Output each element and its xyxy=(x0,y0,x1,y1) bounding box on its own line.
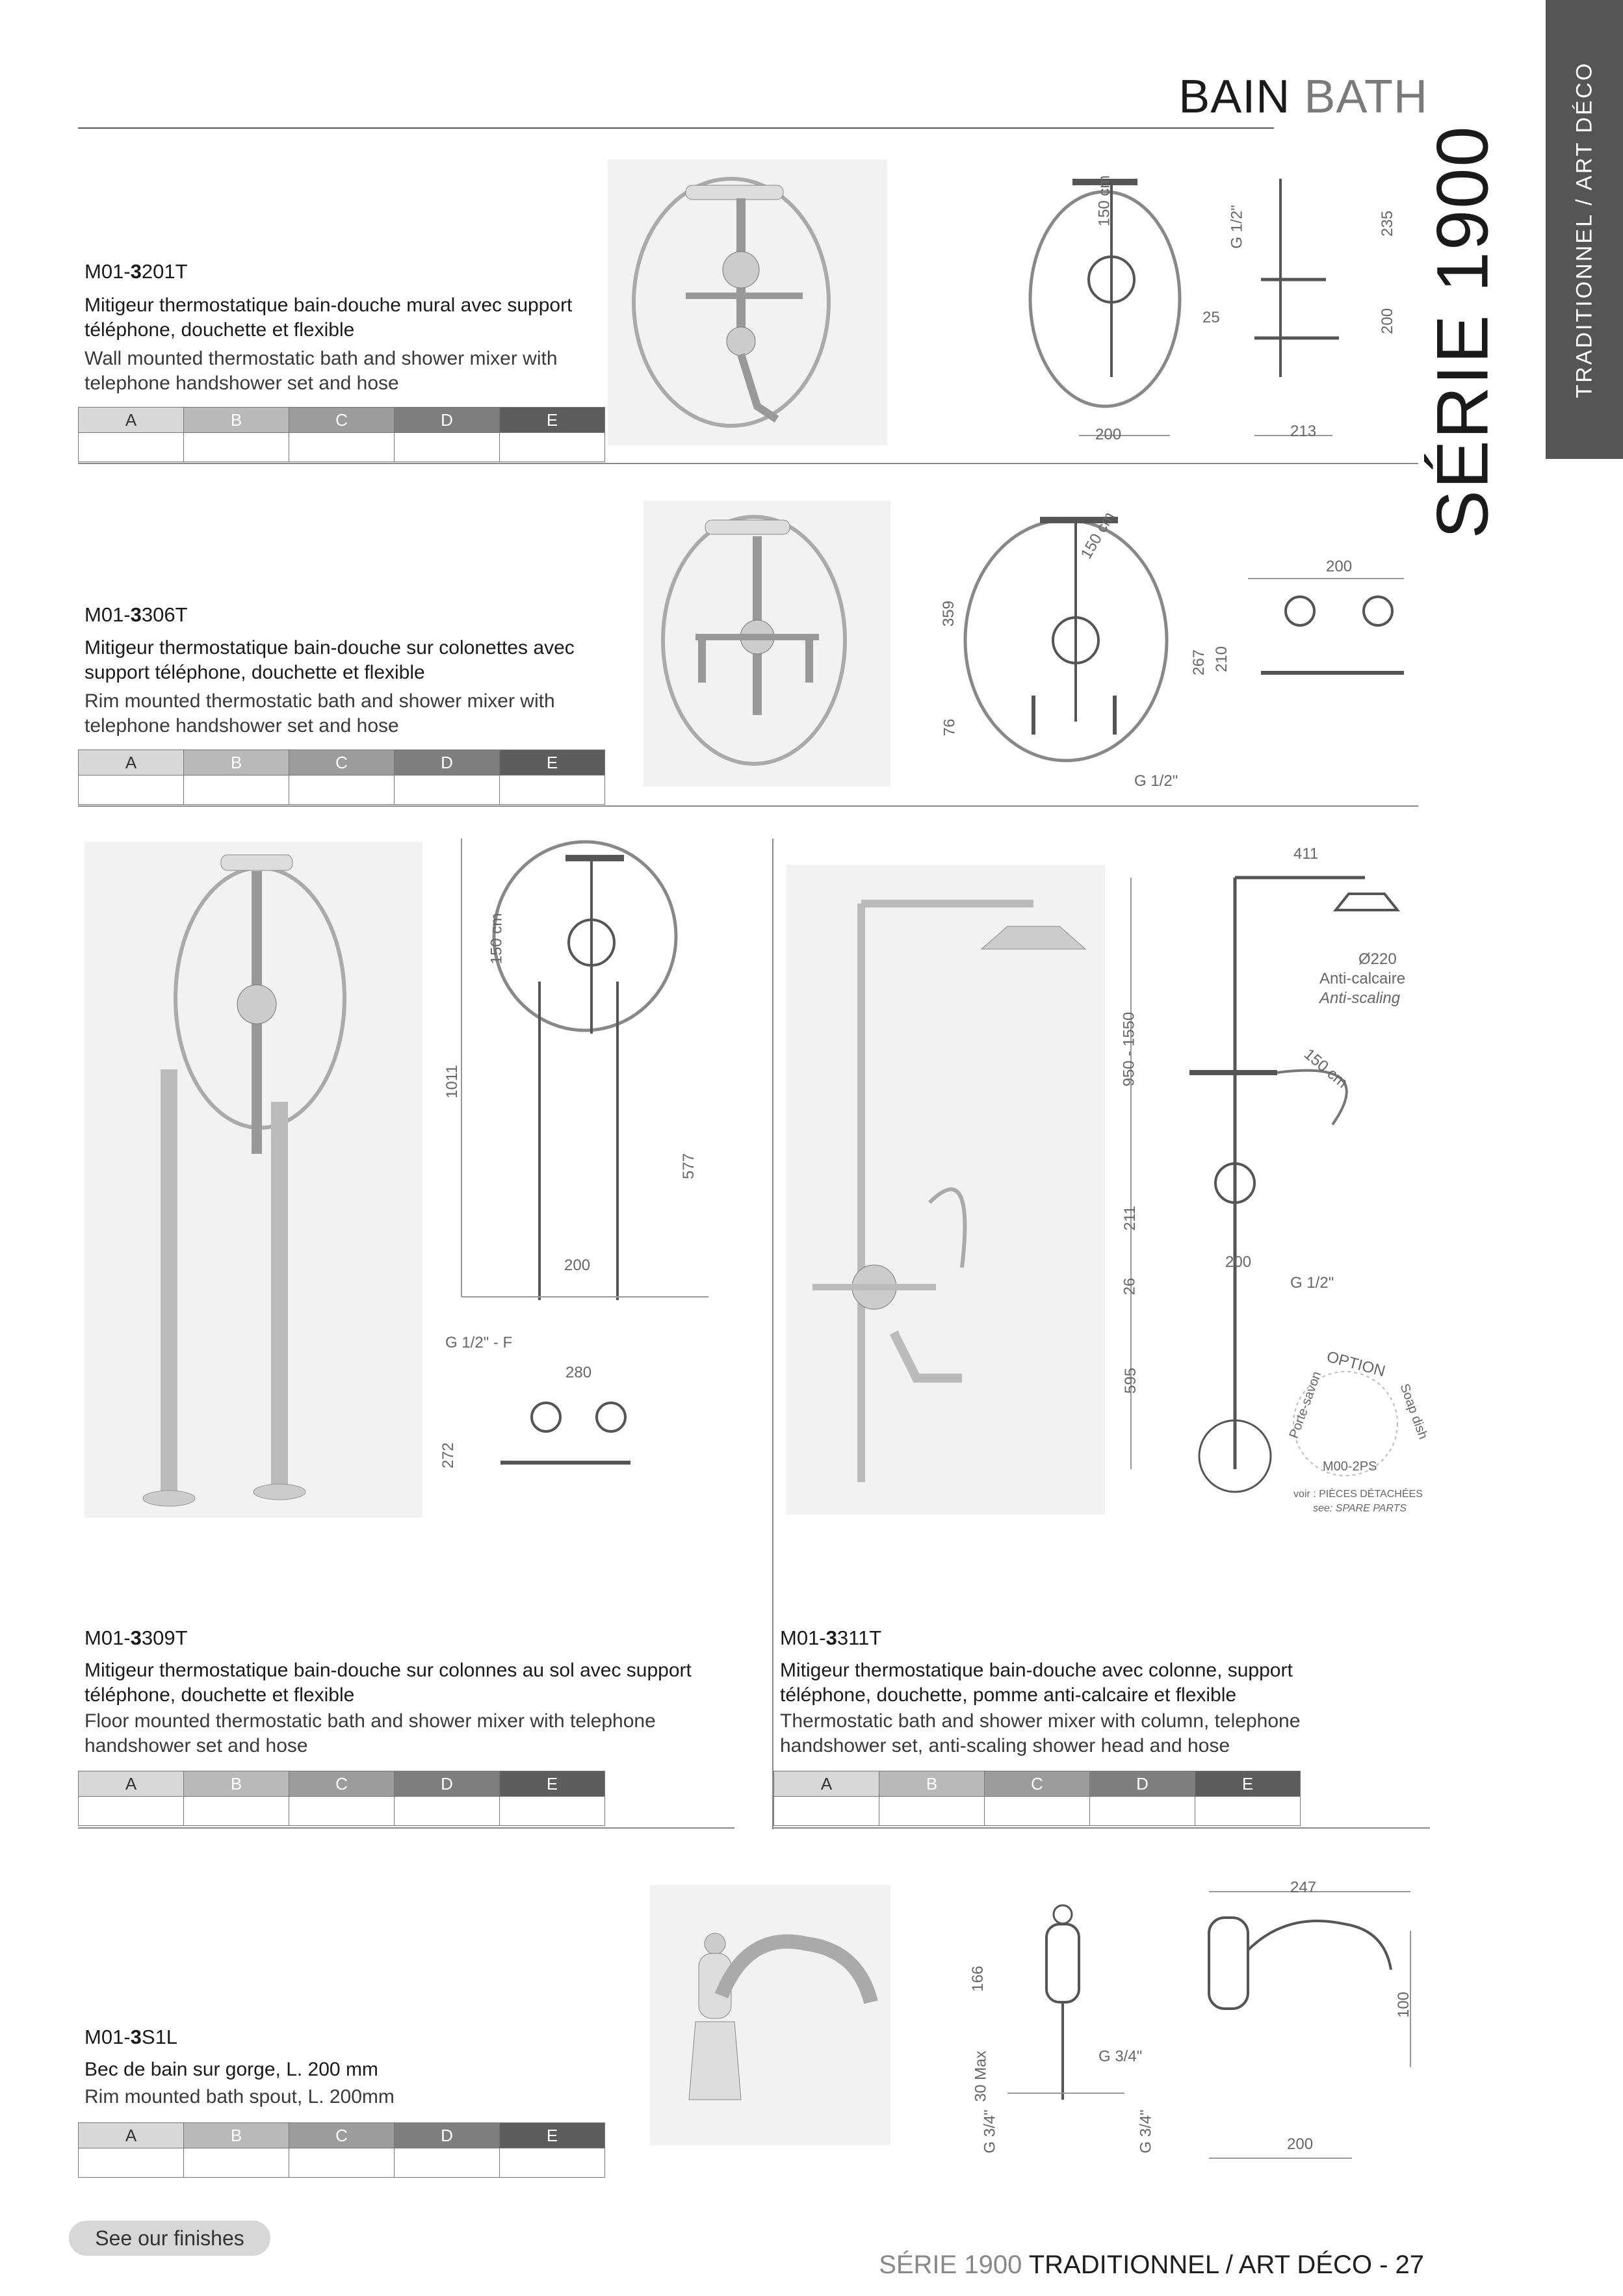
technical-drawing xyxy=(1105,845,1443,1521)
serie-vertical-wrap xyxy=(1397,124,1527,539)
dimension-label: 235 xyxy=(1379,210,1397,237)
finish-cell: A xyxy=(774,1771,879,1797)
dimension-label: 1011 xyxy=(443,1065,461,1099)
product-desc-en: Rim mounted thermostatic bath and shower mixer with telephone handshower set and hose xyxy=(84,690,555,737)
finish-table xyxy=(78,750,605,805)
product-desc-fr: Mitigeur thermostatique bain-douche avec colonne, support téléphone, douchette, pomme anti-calcaire et flexible xyxy=(780,1660,1293,1706)
dimension-label: 200 xyxy=(564,1257,591,1274)
dimension-label: 213 xyxy=(1290,423,1317,440)
product-desc-en: Rim mounted bath spout, L. 200mm xyxy=(84,2086,395,2107)
section-divider xyxy=(78,805,1418,807)
see-finishes-button[interactable]: See our finishes xyxy=(69,2221,270,2256)
option-ref: M00-2PS xyxy=(1323,1459,1377,1474)
finish-cell: A xyxy=(79,408,184,433)
product-photo xyxy=(650,1885,890,2145)
dimension-label: 150 cm xyxy=(487,913,506,965)
page-footer xyxy=(879,2250,1424,2280)
product-desc-fr: Mitigeur thermostatique bain-douche sur colonettes avec support téléphone, douchette et flexible xyxy=(84,637,575,683)
dimension-label: 200 xyxy=(1287,2135,1314,2153)
finish-cell: C xyxy=(289,1771,395,1797)
mixer-illustration xyxy=(608,159,887,445)
header-title-fr: BAIN xyxy=(1178,71,1291,123)
dimension-label: 200 xyxy=(1095,426,1122,443)
option-label: Porte-savon xyxy=(1286,1369,1325,1441)
dimension-label: 210 xyxy=(1213,646,1231,673)
product-photo xyxy=(608,159,887,445)
dimension-label: 100 xyxy=(1395,1991,1413,2018)
header-title-en: BATH xyxy=(1304,71,1428,123)
technical-drawing xyxy=(435,839,741,1541)
product-desc-en: Thermostatic bath and shower mixer with column, telephone handshower set, anti-scaling shower head and hose xyxy=(780,1710,1301,1756)
product-ref: M01-3S1L xyxy=(84,2026,178,2048)
finish-cell: B xyxy=(879,1771,985,1797)
serie-vertical-label: SÉRIE 1900 xyxy=(1422,124,1503,539)
product-ref: M01-3306T xyxy=(84,603,188,626)
finish-cell: C xyxy=(289,408,395,433)
section-divider xyxy=(78,463,1418,464)
finish-cell: C xyxy=(289,750,395,776)
side-tab-label-wrap xyxy=(1546,0,1623,459)
drawing-lines xyxy=(962,1872,1430,2171)
dimension-label: G 3/4" xyxy=(1137,2109,1155,2154)
option-label: OPTION xyxy=(1325,1348,1388,1381)
product-desc-fr: Mitigeur thermostatique bain-douche mural avec support téléphone, douchette et flexible xyxy=(84,294,573,341)
technical-drawing xyxy=(962,1872,1430,2171)
finish-cell: D xyxy=(395,1771,500,1797)
product-desc-fr: Bec de bain sur gorge, L. 200 mm xyxy=(84,2059,378,2080)
spout-illustration xyxy=(650,1885,890,2145)
technical-drawing xyxy=(936,501,1417,793)
dimension-label: 30 Max xyxy=(972,2050,990,2102)
finish-cell: A xyxy=(79,1771,184,1797)
finish-cell: D xyxy=(395,2123,500,2148)
finish-cell: B xyxy=(184,408,289,433)
product-ref: M01-3309T xyxy=(84,1626,188,1649)
finish-cell: A xyxy=(79,750,184,776)
finish-table xyxy=(78,2122,605,2178)
product-photo xyxy=(643,501,890,787)
dimension-label: G 1/2" xyxy=(1228,205,1246,249)
finish-cell: B xyxy=(184,750,289,776)
finish-cell: D xyxy=(395,408,500,433)
shower-column-illustration xyxy=(786,865,1111,1515)
dimension-label: 25 xyxy=(1202,309,1220,326)
dimension-label: G 1/2" xyxy=(1290,1274,1334,1292)
dimension-label: 150 cm xyxy=(1077,508,1119,562)
dimension-label: 247 xyxy=(1290,1879,1317,1896)
product-ref: M01-3201T xyxy=(84,260,188,283)
dimension-label: 200 xyxy=(1326,558,1353,575)
dimension-label: Anti-scaling xyxy=(1319,989,1401,1007)
finish-cell: E xyxy=(1195,1771,1301,1797)
dimension-label: G 1/2" xyxy=(1134,772,1178,790)
spare-parts-note: voir : PIÈCES DÉTACHÉES xyxy=(1293,1489,1423,1500)
finish-cell: D xyxy=(1090,1771,1195,1797)
finish-cell: C xyxy=(985,1771,1090,1797)
product-ref: M01-3311T xyxy=(780,1626,882,1649)
drawing-lines xyxy=(435,839,741,1541)
dimension-label: G 1/2" - F xyxy=(445,1334,513,1351)
finish-table xyxy=(773,1771,1301,1826)
product-desc-en: Floor mounted thermostatic bath and shower mixer with telephone handshower set and hose xyxy=(84,1710,656,1756)
drawing-lines xyxy=(1105,845,1443,1521)
drawing-lines xyxy=(988,163,1391,449)
drawing-lines xyxy=(936,501,1417,793)
finish-cell: B xyxy=(184,2123,289,2148)
dimension-label: 280 xyxy=(565,1364,592,1381)
technical-drawing xyxy=(988,163,1397,449)
product-desc-en: Wall mounted thermostatic bath and shower mixer with telephone handshower set and hose xyxy=(84,348,558,394)
dimension-label: 26 xyxy=(1121,1277,1139,1296)
product-photo xyxy=(84,842,422,1518)
footer-serie: SÉRIE 1900 xyxy=(879,2250,1022,2279)
dimension-label: Anti-calcaire xyxy=(1319,970,1406,987)
header-rule xyxy=(78,127,1274,129)
page-header xyxy=(1178,70,1428,124)
option-label: Soap dish xyxy=(1397,1381,1431,1441)
floor-mixer-illustration xyxy=(84,842,422,1518)
dimension-label: 150 cm xyxy=(1095,175,1113,227)
dimension-label: 359 xyxy=(940,600,958,627)
section-divider xyxy=(78,1827,734,1829)
dimension-label: 272 xyxy=(439,1442,458,1469)
finish-table xyxy=(78,1771,605,1826)
finish-table xyxy=(78,407,605,462)
dimension-label: 76 xyxy=(941,718,959,737)
dimension-label: 200 xyxy=(1379,307,1397,335)
dimension-label: 211 xyxy=(1121,1205,1139,1231)
mixer-illustration xyxy=(643,501,890,787)
dimension-label: 595 xyxy=(1122,1367,1140,1394)
finish-cell: E xyxy=(500,1771,605,1797)
dimension-label: 411 xyxy=(1293,845,1319,863)
finish-cell: E xyxy=(500,2123,605,2148)
dimension-label: 150 cm xyxy=(1300,1045,1351,1092)
dimension-label: 166 xyxy=(969,1965,987,1992)
finish-cell: C xyxy=(289,2123,395,2148)
column-divider xyxy=(772,839,773,1829)
side-tab-label: TRADITIONNEL / ART DÉCO xyxy=(1572,60,1597,398)
spare-parts-note: see: SPARE PARTS xyxy=(1313,1503,1407,1514)
dimension-label: G 3/4" xyxy=(1098,2048,1143,2065)
finish-cell: E xyxy=(500,750,605,776)
dimension-label: Ø220 xyxy=(1358,950,1397,968)
finish-cell: B xyxy=(184,1771,289,1797)
product-desc-fr: Mitigeur thermostatique bain-douche sur colonnes au sol avec support téléphone, douchette et flexible xyxy=(84,1660,692,1706)
finish-cell: A xyxy=(79,2123,184,2148)
dimension-label: 577 xyxy=(680,1153,698,1180)
finish-cell: D xyxy=(395,750,500,776)
dimension-label: G 3/4" xyxy=(981,2109,999,2154)
dimension-label: 950 - 1550 xyxy=(1120,1011,1138,1087)
section-divider xyxy=(773,1827,1430,1829)
dimension-label: 267 xyxy=(1190,649,1208,676)
dimension-label: 200 xyxy=(1225,1253,1252,1271)
footer-text: TRADITIONNEL / ART DÉCO - 27 xyxy=(1028,2250,1424,2279)
finish-cell: E xyxy=(500,408,605,433)
product-photo xyxy=(786,865,1111,1515)
